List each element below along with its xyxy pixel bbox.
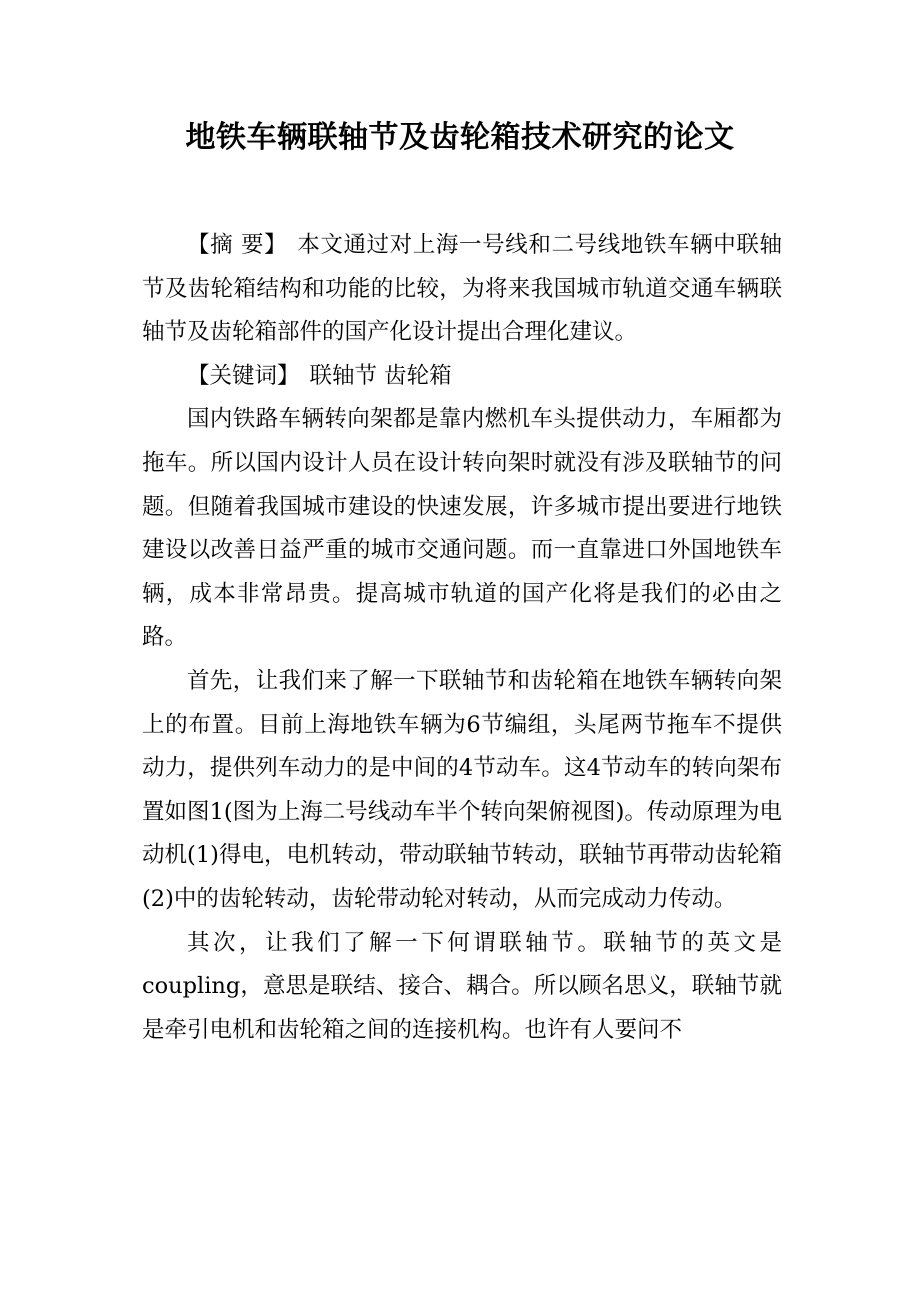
document-body: [142, 224, 782, 1052]
body-paragraph: 国内铁路车辆转向架都是靠内燃机车头提供动力，车厢都为拖车。所以国内设计人员在设计转向架时就没有涉及联轴节的问题。但随着我国城市建设的快速发展，许多城市提出要进行地铁建设以改善日益严重的城市交通问题。而一直靠进口外国地铁车辆，成本非常昂贵。提高城市轨道的国产化将是我们的必由之路。: [142, 406, 782, 651]
keywords-text: 联轴节 齿轮箱: [309, 362, 452, 389]
keywords-paragraph: [142, 355, 782, 399]
abstract-text: 本文通过对上海一号线和二号线地铁车辆中联轴节及齿轮箱结构和功能的比较，为将来我国城市轨道交通车辆联轴节及齿轮箱部件的国产化设计提出合理化建议。: [142, 232, 782, 346]
document-title: 地铁车辆联轴节及齿轮箱技术研究的论文: [185, 120, 735, 155]
keywords-label: 【关键词】: [187, 362, 300, 389]
abstract-label: 【摘 要】: [187, 232, 288, 258]
abstract-paragraph: [142, 224, 782, 355]
body-paragraph: 其次，让我们了解一下何谓联轴节。联轴节的英文是coupling，意思是联结、接合、耦合。所以顾名思义，联轴节就是牵引电机和齿轮箱之间的连接机构。也许有人要问不: [142, 929, 782, 1043]
body-paragraph: 首先，让我们来了解一下联轴节和齿轮箱在地铁车辆转向架上的布置。目前上海地铁车辆为6节编组，头尾两节拖车不提供动力，提供列车动力的是中间的4节动车。这4节动车的转向架布置如图1(图为上海二号线动车半个转向架俯视图)。传动原理为电动机(1)得电，电机转动，带动联轴节转动，联轴节再带动齿轮箱(2)中的齿轮转动，齿轮带动轮对转动，从而完成动力传动。: [142, 667, 782, 912]
